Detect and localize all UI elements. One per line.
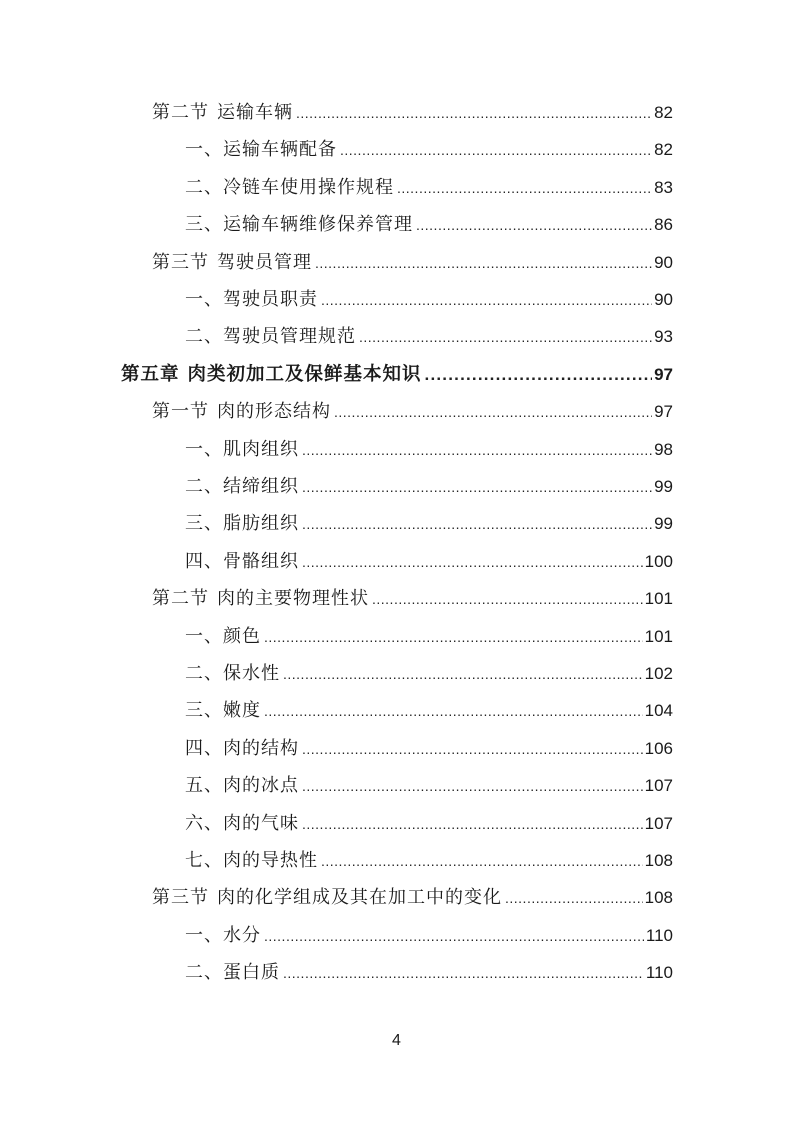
toc-entry-page: 107 [644,813,673,833]
toc-entry-title [185,511,299,537]
toc-entry-label: 四、 [185,737,223,759]
toc-entry-text: 骨骼组织 [223,550,299,572]
toc-entry-text: 冷链车使用操作规程 [223,176,394,198]
toc-dot-leader [296,100,652,126]
toc-dot-leader [302,437,652,463]
toc-subsection-entry [185,474,673,500]
toc-dot-leader [425,362,653,388]
toc-entry-title [185,848,318,874]
toc-entry-text: 驾驶员管理 [217,251,312,273]
toc-entry-page: 106 [644,738,673,758]
toc-entry-text: 蛋白质 [223,962,280,984]
toc-subsection-entry [185,549,673,575]
toc-subsection-entry [185,923,673,949]
toc-entry-label: 第三节 [152,251,209,273]
toc-dot-leader [264,624,643,650]
toc-dot-leader [321,848,643,874]
toc-entry-label: 第一节 [152,401,209,423]
toc-entry-text: 保水性 [223,663,280,684]
toc-entry-text: 肉的形态结构 [217,401,331,423]
toc-entry-page: 110 [645,925,673,945]
toc-entry-text: 肌肉组织 [223,438,299,460]
toc-subsection-entry [185,624,673,650]
toc-entry-text: 肉类初加工及保鲜基本知识 [187,363,422,385]
toc-entry-page: 100 [644,551,673,571]
toc-entry-page: 99 [654,514,673,534]
toc-entry-title [152,250,312,276]
toc-entry-page: 110 [645,963,673,983]
toc-subsection-entry [185,848,673,874]
toc-subsection-entry [185,811,673,837]
toc-entry-page: 102 [644,664,673,683]
toc-entry-title [185,287,318,313]
toc-entry-page: 90 [654,252,673,272]
toc-entry-text: 肉的气味 [223,812,299,834]
toc-dot-leader [302,736,643,762]
toc-entry-label: 二、 [185,326,223,348]
toc-subsection-entry [185,661,673,687]
toc-dot-leader [264,698,643,724]
toc-dot-leader [321,287,652,313]
toc-entry-title [185,923,261,949]
toc-entry-page: 82 [654,140,673,160]
toc-section-entry [152,399,673,425]
toc-entry-text: 嫩度 [223,700,261,722]
toc-entry-page: 108 [644,851,673,870]
toc-dot-leader [416,212,652,238]
toc-entry-title [185,175,394,201]
toc-entry-page: 108 [644,888,673,908]
toc-entry-text: 颜色 [223,625,261,647]
toc-entry-text: 肉的冰点 [223,775,299,797]
toc-entry-label: 一、 [185,625,223,647]
toc-section-entry [152,885,673,911]
toc-dot-leader [505,885,643,911]
toc-subsection-entry [185,324,673,350]
toc-entry-text: 运输车辆配备 [223,139,337,161]
toc-section-entry [152,250,673,276]
toc-entry-page: 104 [644,701,673,721]
toc-subsection-entry [185,736,673,762]
toc-entry-label: 二、 [185,476,223,497]
toc-entry-label: 五、 [185,775,223,797]
toc-dot-leader [372,586,643,612]
toc-entry-title [185,137,337,163]
toc-entry-label: 四、 [185,550,223,572]
toc-entry-text: 驾驶员职责 [223,289,318,310]
toc-section-entry [152,100,673,126]
toc-entry-page: 97 [654,364,673,384]
toc-dot-leader [302,811,643,837]
toc-entry-page: 83 [654,177,673,197]
toc-entry-text: 驾驶员管理规范 [223,326,356,348]
toc-entry-page: 99 [654,477,673,496]
toc-entry-label: 第五章 [121,363,180,385]
toc-subsection-entry [185,773,673,799]
toc-subsection-entry [185,960,673,986]
toc-entry-text: 肉的主要物理性状 [217,588,369,610]
toc-entry-label: 第三节 [152,887,209,909]
toc-entry-title [185,661,280,687]
toc-entry-title [185,324,356,350]
toc-dot-leader [302,511,652,537]
toc-entry-title [185,960,280,986]
toc-entry-text: 肉的结构 [223,737,299,759]
toc-dot-leader [302,474,652,500]
toc-entry-label: 二、 [185,962,223,984]
toc-entry-page: 93 [654,327,673,347]
toc-entry-title [152,100,293,126]
toc-dot-leader [302,773,643,799]
toc-entry-label: 三、 [185,214,223,236]
toc-entry-text: 运输车辆维修保养管理 [223,214,413,236]
toc-entry-title [152,586,369,612]
toc-entry-title [185,773,299,799]
toc-entry-page: 98 [654,439,673,459]
toc-entry-label: 第二节 [152,102,209,123]
toc-entry-page: 97 [654,402,673,422]
toc-entry-label: 一、 [185,139,223,161]
toc-entry-label: 三、 [185,700,223,722]
toc-entry-page: 107 [644,776,673,796]
toc-dot-leader [340,137,652,163]
toc-entry-title [185,437,299,463]
toc-entry-title [152,399,331,425]
toc-dot-leader [283,661,643,687]
toc-entry-label: 六、 [185,812,223,834]
toc-subsection-entry [185,698,673,724]
toc-entry-title [152,885,502,911]
toc-subsection-entry [185,287,673,313]
toc-dot-leader [283,960,644,986]
toc-entry-page: 86 [654,215,673,235]
toc-entry-text: 运输车辆 [217,102,293,123]
toc-entry-title [185,212,413,238]
toc-entry-label: 三、 [185,513,223,535]
toc-dot-leader [334,399,652,425]
toc-entry-title [185,698,261,724]
toc-entry-label: 一、 [185,289,223,310]
toc-subsection-entry [185,137,673,163]
toc-dot-leader [359,324,652,350]
toc-entry-title [185,811,299,837]
toc-entry-label: 一、 [185,924,223,946]
toc-dot-leader [264,923,644,949]
toc-entry-page: 82 [654,103,673,122]
toc-subsection-entry [185,511,673,537]
toc-entry-label: 二、 [185,663,223,684]
toc-entry-label: 七、 [185,850,223,871]
toc-entry-title [185,474,299,500]
toc-chapter-entry [121,362,673,388]
toc-entry-label: 二、 [185,176,223,198]
toc-entry-text: 肉的导热性 [223,850,318,871]
toc-dot-leader [315,250,652,276]
toc-entry-text: 结缔组织 [223,476,299,497]
toc-entry-page: 101 [644,589,673,609]
toc-entry-title [121,362,422,388]
page-number: 4 [392,1032,401,1049]
toc-entry-label: 第二节 [152,588,209,610]
toc-subsection-entry [185,175,673,201]
toc-dot-leader [397,175,652,201]
toc-entry-text: 水分 [223,924,261,946]
toc-dot-leader [302,549,643,575]
toc-section-entry [152,586,673,612]
toc-subsection-entry [185,212,673,238]
toc-entry-title [185,624,261,650]
toc-entry-page: 101 [644,626,673,646]
toc-entry-text: 肉的化学组成及其在加工中的变化 [217,887,502,909]
toc-entry-text: 脂肪组织 [223,513,299,535]
toc-subsection-entry [185,437,673,463]
toc-entry-label: 一、 [185,438,223,460]
toc-entry-title [185,549,299,575]
toc-entry-title [185,736,299,762]
toc-entry-page: 90 [654,290,673,309]
